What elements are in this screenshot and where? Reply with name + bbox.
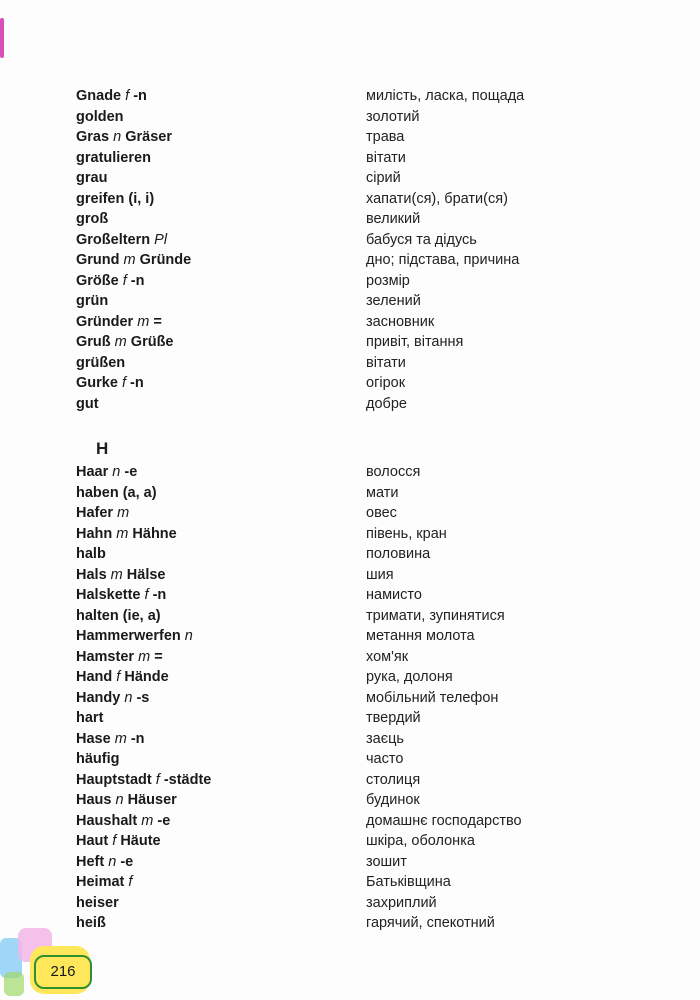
grammar-label: n <box>113 129 122 145</box>
headword-text: Hahn <box>76 525 113 542</box>
german-headword <box>76 230 167 251</box>
headword-text: golden <box>76 108 124 125</box>
grammar-label: m <box>141 812 154 829</box>
headword-text: haben (a, a) <box>76 484 157 501</box>
ukrainian-translation: будинок <box>366 792 420 808</box>
plural-form: Gründe <box>139 252 192 268</box>
ukrainian-translation: хапати(ся), брати(ся) <box>366 190 508 207</box>
german-headword <box>76 893 119 914</box>
dictionary-entry <box>0 893 700 914</box>
dictionary-entry <box>0 86 700 107</box>
ukrainian-translation: півень, кран <box>366 525 447 542</box>
german-headword <box>76 503 129 524</box>
section-letter: H <box>96 439 109 458</box>
dictionary-entry <box>0 209 700 230</box>
headword-text: Hauptstadt <box>76 771 152 788</box>
german-headword <box>76 189 154 210</box>
german-headword <box>76 312 162 333</box>
german-headword <box>76 913 106 934</box>
german-headword <box>76 332 174 353</box>
plural-form: -e <box>120 853 134 870</box>
headword-text: halb <box>76 546 106 562</box>
plural-form: Häuser <box>127 792 177 808</box>
entries-g-list <box>0 86 700 414</box>
grammar-label: n <box>112 464 121 480</box>
plural-form: Hälse <box>126 566 166 583</box>
dictionary-entry <box>0 462 700 483</box>
dictionary-entry <box>0 790 700 811</box>
ukrainian-translation: вітати <box>366 149 406 166</box>
german-headword <box>76 107 124 128</box>
ukrainian-translation: засновник <box>366 313 435 330</box>
decorative-block-green <box>4 972 24 996</box>
ukrainian-translation: зошит <box>366 853 407 870</box>
grammar-label: m <box>123 252 136 268</box>
headword-text: groß <box>76 211 109 227</box>
ukrainian-translation: огірок <box>366 375 406 391</box>
dictionary-entry <box>0 729 700 750</box>
dictionary-entry <box>0 667 700 688</box>
dictionary-entry <box>0 271 700 292</box>
german-headword <box>76 86 147 107</box>
ukrainian-translation: овес <box>366 505 397 521</box>
dictionary-entry <box>0 230 700 251</box>
plural-form: -n <box>130 272 145 289</box>
dictionary-entry <box>0 332 700 353</box>
german-headword <box>76 250 191 271</box>
ukrainian-translation: гарячий, спекотний <box>366 915 495 931</box>
plural-form: -n <box>152 587 167 603</box>
german-headword <box>76 209 108 230</box>
german-headword <box>76 168 107 189</box>
grammar-label: m <box>138 648 151 665</box>
ukrainian-translation: золотий <box>366 108 420 125</box>
ukrainian-translation: мати <box>366 484 399 501</box>
headword-text: Haar <box>76 464 109 480</box>
dictionary-entry <box>0 312 700 333</box>
dictionary-entry <box>0 127 700 148</box>
ukrainian-translation: привіт, вітання <box>366 334 464 350</box>
dictionary-entry <box>0 524 700 545</box>
german-headword <box>76 524 177 545</box>
dictionary-entry <box>0 708 700 729</box>
headword-text: Heimat <box>76 874 125 890</box>
dictionary-entry <box>0 483 700 504</box>
german-headword <box>76 606 161 627</box>
german-headword <box>76 708 103 729</box>
headword-text: Gründer <box>76 313 134 330</box>
headword-text: Haushalt <box>76 812 138 829</box>
german-headword <box>76 127 172 148</box>
dictionary-entry <box>0 544 700 565</box>
ukrainian-translation: шкіра, оболонка <box>366 833 475 849</box>
grammar-label: f <box>116 669 121 685</box>
headword-text: Gnade <box>76 88 122 104</box>
headword-text: Haus <box>76 792 112 808</box>
grammar-label: m <box>114 730 127 747</box>
dictionary-entry <box>0 872 700 893</box>
plural-form: -s <box>136 689 150 706</box>
german-headword <box>76 394 99 415</box>
dictionary-entry <box>0 770 700 791</box>
headword-text: gratulieren <box>76 149 151 166</box>
headword-text: grün <box>76 293 109 309</box>
headword-text: Grund <box>76 252 120 268</box>
plural-form: Grüße <box>130 334 174 350</box>
headword-text: Halskette <box>76 587 141 603</box>
plural-form: -n <box>130 730 145 747</box>
dictionary-entry <box>0 811 700 832</box>
german-headword <box>76 647 163 668</box>
german-headword <box>76 462 137 483</box>
ukrainian-translation: столиця <box>366 771 421 788</box>
plural-form: Gräser <box>125 129 172 145</box>
plural-form: Hähne <box>132 525 177 542</box>
dictionary-entry <box>0 394 700 415</box>
headword-text: Gurke <box>76 375 118 391</box>
ukrainian-translation: Батьківщина <box>366 874 451 890</box>
ukrainian-translation: намисто <box>366 587 422 603</box>
ukrainian-translation: половина <box>366 546 431 562</box>
ukrainian-translation: зелений <box>366 293 421 309</box>
grammar-label: Pl <box>154 231 168 248</box>
dictionary-entry <box>0 291 700 312</box>
german-headword <box>76 271 144 292</box>
headword-text: hart <box>76 710 104 726</box>
ukrainian-translation: тримати, зупинятися <box>366 607 505 624</box>
dictionary-entry <box>0 688 700 709</box>
grammar-label: n <box>184 628 193 644</box>
dictionary-entry <box>0 565 700 586</box>
dictionary-entry <box>0 606 700 627</box>
dictionary-entry <box>0 626 700 647</box>
grammar-label: f <box>125 88 130 104</box>
headword-text: Gras <box>76 129 110 145</box>
headword-text: Hammerwerfen <box>76 628 181 644</box>
grammar-label: n <box>115 792 124 808</box>
plural-form: -n <box>130 375 144 391</box>
ukrainian-translation: мобільний телефон <box>366 689 499 706</box>
german-headword <box>76 626 193 647</box>
german-headword <box>76 872 132 893</box>
grammar-label: f <box>112 833 117 849</box>
headword-text: häufig <box>76 751 120 767</box>
dictionary-entry <box>0 189 700 210</box>
headword-text: gut <box>76 395 99 412</box>
german-headword <box>76 811 170 832</box>
ukrainian-translation: домашнє господарство <box>366 812 522 829</box>
dictionary-entry <box>0 749 700 770</box>
ukrainian-translation: шия <box>366 566 394 583</box>
dictionary-entry <box>0 168 700 189</box>
headword-text: Großeltern <box>76 231 151 248</box>
german-headword <box>76 790 177 811</box>
page-edge-accent <box>0 18 4 58</box>
plural-form: = <box>153 313 162 330</box>
dictionary-entry <box>0 852 700 873</box>
grammar-label: m <box>116 525 129 542</box>
plural-form: -städte <box>163 771 212 788</box>
grammar-label: m <box>117 505 130 521</box>
ukrainian-translation: вітати <box>366 354 406 371</box>
plural-form: Hände <box>124 669 169 685</box>
ukrainian-translation: рука, долоня <box>366 669 453 685</box>
plural-form: = <box>154 648 163 665</box>
ukrainian-translation: часто <box>366 751 404 767</box>
grammar-label: f <box>144 587 149 603</box>
dictionary-entry <box>0 913 700 934</box>
headword-text: greifen (i, i) <box>76 190 155 207</box>
plural-form: -e <box>157 812 171 829</box>
german-headword <box>76 483 157 504</box>
ukrainian-translation: хом'як <box>366 648 409 665</box>
grammar-label: f <box>122 272 127 289</box>
headword-text: grüßen <box>76 354 126 371</box>
dictionary-entry <box>0 503 700 524</box>
dictionary-entry <box>0 250 700 271</box>
plural-form: -e <box>124 464 138 480</box>
ukrainian-translation: розмір <box>366 272 410 289</box>
grammar-label: f <box>155 771 160 788</box>
grammar-label: m <box>110 566 123 583</box>
headword-text: Hals <box>76 566 107 583</box>
entries-h-list <box>0 462 700 934</box>
headword-text: Hafer <box>76 505 114 521</box>
headword-text: Größe <box>76 272 119 289</box>
german-headword <box>76 729 145 750</box>
dictionary-entry <box>0 107 700 128</box>
german-headword <box>76 749 120 770</box>
headword-text: Hase <box>76 730 111 747</box>
grammar-label: n <box>108 853 117 870</box>
plural-form: -n <box>133 88 147 104</box>
ukrainian-translation: дно; підстава, причина <box>366 252 520 268</box>
ukrainian-translation: трава <box>366 129 405 145</box>
headword-text: grau <box>76 170 108 186</box>
german-headword <box>76 688 149 709</box>
ukrainian-translation: бабуся та дідусь <box>366 231 477 248</box>
ukrainian-translation: добре <box>366 395 407 412</box>
german-headword <box>76 148 151 169</box>
grammar-label: f <box>128 874 133 890</box>
headword-text: Gruß <box>76 334 111 350</box>
headword-text: Haut <box>76 833 109 849</box>
german-headword <box>76 585 166 606</box>
german-headword <box>76 667 169 688</box>
headword-text: heiß <box>76 915 106 931</box>
dictionary-entry <box>0 647 700 668</box>
german-headword <box>76 353 125 374</box>
section-header-h <box>0 438 700 460</box>
german-headword <box>76 544 106 565</box>
german-headword <box>76 770 211 791</box>
dictionary-entry <box>0 353 700 374</box>
german-headword <box>76 565 166 586</box>
headword-text: Hamster <box>76 648 135 665</box>
headword-text: heiser <box>76 894 119 911</box>
dictionary-entry <box>0 585 700 606</box>
dictionary-entry <box>0 373 700 394</box>
headword-text: Heft <box>76 853 105 870</box>
ukrainian-translation: захриплий <box>366 894 437 911</box>
ukrainian-translation: волосся <box>366 464 421 480</box>
german-headword <box>76 291 108 312</box>
ukrainian-translation: метання молота <box>366 628 475 644</box>
grammar-label: m <box>137 313 150 330</box>
headword-text: Hand <box>76 669 113 685</box>
dictionary-entry <box>0 148 700 169</box>
headword-text: Handy <box>76 689 121 706</box>
german-headword <box>76 852 133 873</box>
german-headword <box>76 373 144 394</box>
headword-text: halten (ie, a) <box>76 607 161 624</box>
page-number: 216 <box>34 955 92 989</box>
dictionary-entry <box>0 831 700 852</box>
german-headword <box>76 831 161 852</box>
plural-form: Häute <box>120 833 161 849</box>
grammar-label: n <box>124 689 133 706</box>
ukrainian-translation: твердий <box>366 710 421 726</box>
grammar-label: f <box>121 375 126 391</box>
ukrainian-translation: сірий <box>366 170 401 186</box>
grammar-label: m <box>114 334 127 350</box>
ukrainian-translation: заєць <box>366 730 404 747</box>
ukrainian-translation: великий <box>366 211 421 227</box>
ukrainian-translation: милість, ласка, пощада <box>366 88 525 104</box>
